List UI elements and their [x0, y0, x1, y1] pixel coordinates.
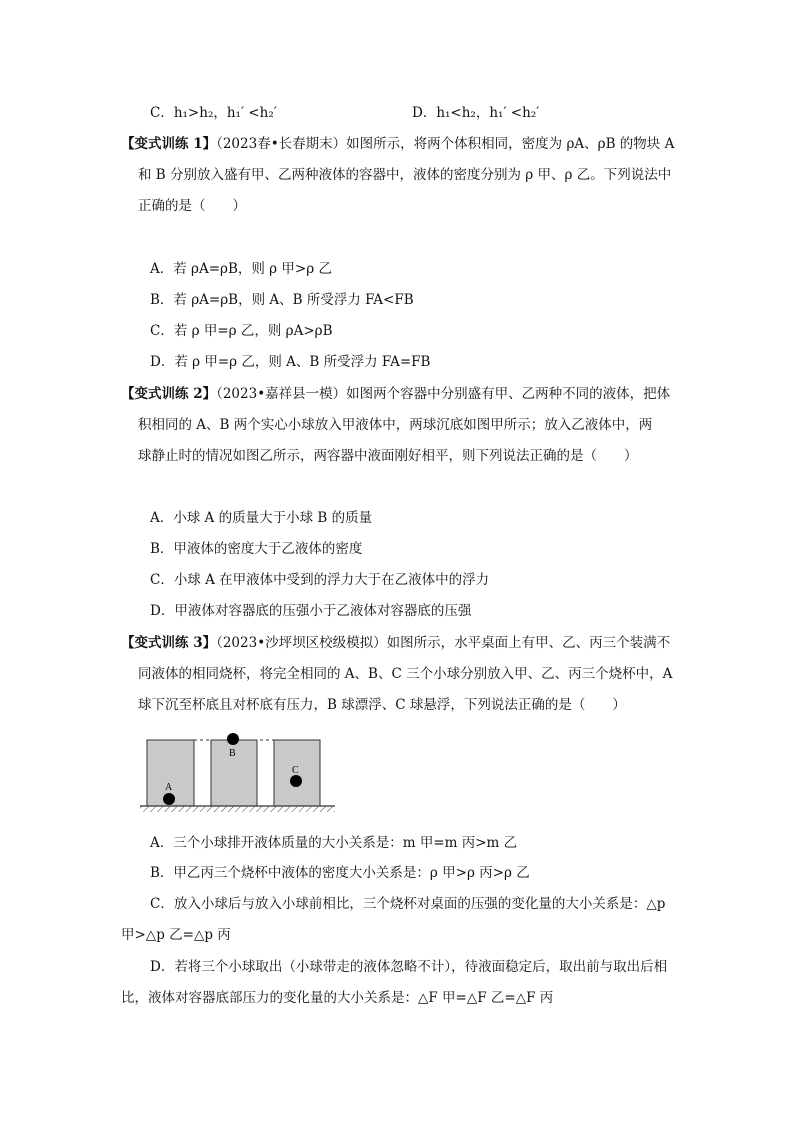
- q1-tag: 【变式训练 1】: [121, 136, 217, 152]
- q3-option-a[interactable]: A．三个小球排开液体质量的大小关系是：m 甲=m 丙>m 乙: [150, 835, 518, 851]
- q1-option-b[interactable]: B．若 ρA=ρB，则 A、B 所受浮力 FA<FB: [150, 292, 414, 308]
- ball-c: [290, 775, 302, 787]
- q1-stem-line-2: 和 B 分别放入盛有甲、乙两种液体的容器中，液体的密度分别为 ρ 甲、ρ 乙。下列说法中: [138, 167, 672, 183]
- q2-stem-line-3: 球静止时的情况如图乙所示，两容器中液面刚好相平，则下列说法正确的是（ ）: [138, 448, 638, 464]
- label-b: B: [229, 748, 236, 759]
- ball-a: [163, 793, 175, 805]
- q2-option-c[interactable]: C．小球 A 在甲液体中受到的浮力大于在乙液体中的浮力: [150, 572, 490, 588]
- q3-source: （2023•沙坪坝区校级模拟）: [216, 635, 387, 651]
- prev-option-c: C．h₁>h₂，h₁′ <h₂′: [150, 105, 277, 121]
- q1-stem-line-1: 【变式训练 1】（2023春•长春期末）如图所示，将两个体积相同，密度为 ρA、ρB 的物块 A: [121, 136, 675, 152]
- q3-stem-line-1: 【变式训练 3】（2023•沙坪坝区校级模拟）如图所示，水平桌面上有甲、乙、丙三个装满不: [121, 635, 671, 651]
- beakers-figure: [140, 730, 340, 815]
- q3-option-d-line-1[interactable]: D．若将三个小球取出（小球带走的液体忽略不计），待液面稳定后，取出前与取出后相: [150, 959, 668, 975]
- q3-option-c-line-1[interactable]: C．放入小球后与放入小球前相比，三个烧杯对桌面的压强的变化量的大小关系是：△p: [150, 896, 666, 912]
- q2-stem-line-1: 【变式训练 2】（2023•嘉祥县一模）如图两个容器中分别盛有甲、乙两种不同的液体，把体: [121, 386, 671, 402]
- table-hatch: [140, 806, 335, 812]
- q1-option-a[interactable]: A．若 ρA=ρB，则 ρ 甲>ρ 乙: [150, 261, 332, 277]
- q2-stem-line-2: 积相同的 A、B 两个实心小球放入甲液体中，两球沉底如图甲所示；放入乙液体中，两: [138, 417, 653, 433]
- q3-option-b[interactable]: B．甲乙丙三个烧杯中液体的密度大小关系是：ρ 甲>ρ 丙>ρ 乙: [150, 865, 530, 881]
- q1-option-d[interactable]: D．若 ρ 甲=ρ 乙，则 A、B 所受浮力 FA=FB: [150, 354, 431, 370]
- q3-stem-line-3: 球下沉至杯底且对杯底有压力，B 球漂浮、C 球悬浮，下列说法正确的是（ ）: [138, 697, 626, 713]
- q1-option-c[interactable]: C．若 ρ 甲=ρ 乙，则 ρA>ρB: [150, 323, 333, 339]
- q2-source: （2023•嘉祥县一模）: [216, 386, 347, 402]
- label-c: C: [292, 765, 299, 776]
- q3-option-c-line-2: 甲>△p 乙=△p 丙: [121, 927, 231, 943]
- q3-option-d-line-2: 比，液体对容器底部压力的变化量的大小关系是：△F 甲=△F 乙=△F 丙: [121, 990, 554, 1006]
- q2-option-b[interactable]: B．甲液体的密度大于乙液体的密度: [150, 541, 363, 557]
- label-a: A: [165, 782, 173, 793]
- ball-b: [227, 733, 239, 745]
- q2-option-a[interactable]: A．小球 A 的质量大于小球 B 的质量: [150, 510, 373, 526]
- q3-stem-line-2: 同液体的相同烧杯，将完全相同的 A、B、C 三个小球分别放入甲、乙、丙三个烧杯中，A: [138, 666, 673, 682]
- q1-source: （2023春•长春期末）: [216, 136, 347, 152]
- prev-option-d: D．h₁<h₂，h₁′ <h₂′: [412, 105, 540, 121]
- q3-tag: 【变式训练 3】: [121, 635, 217, 651]
- q2-option-d[interactable]: D．甲液体对容器底的压强小于乙液体对容器底的压强: [150, 603, 472, 619]
- q2-tag: 【变式训练 2】: [121, 386, 217, 402]
- q1-stem-line-3: 正确的是（ ）: [138, 198, 246, 214]
